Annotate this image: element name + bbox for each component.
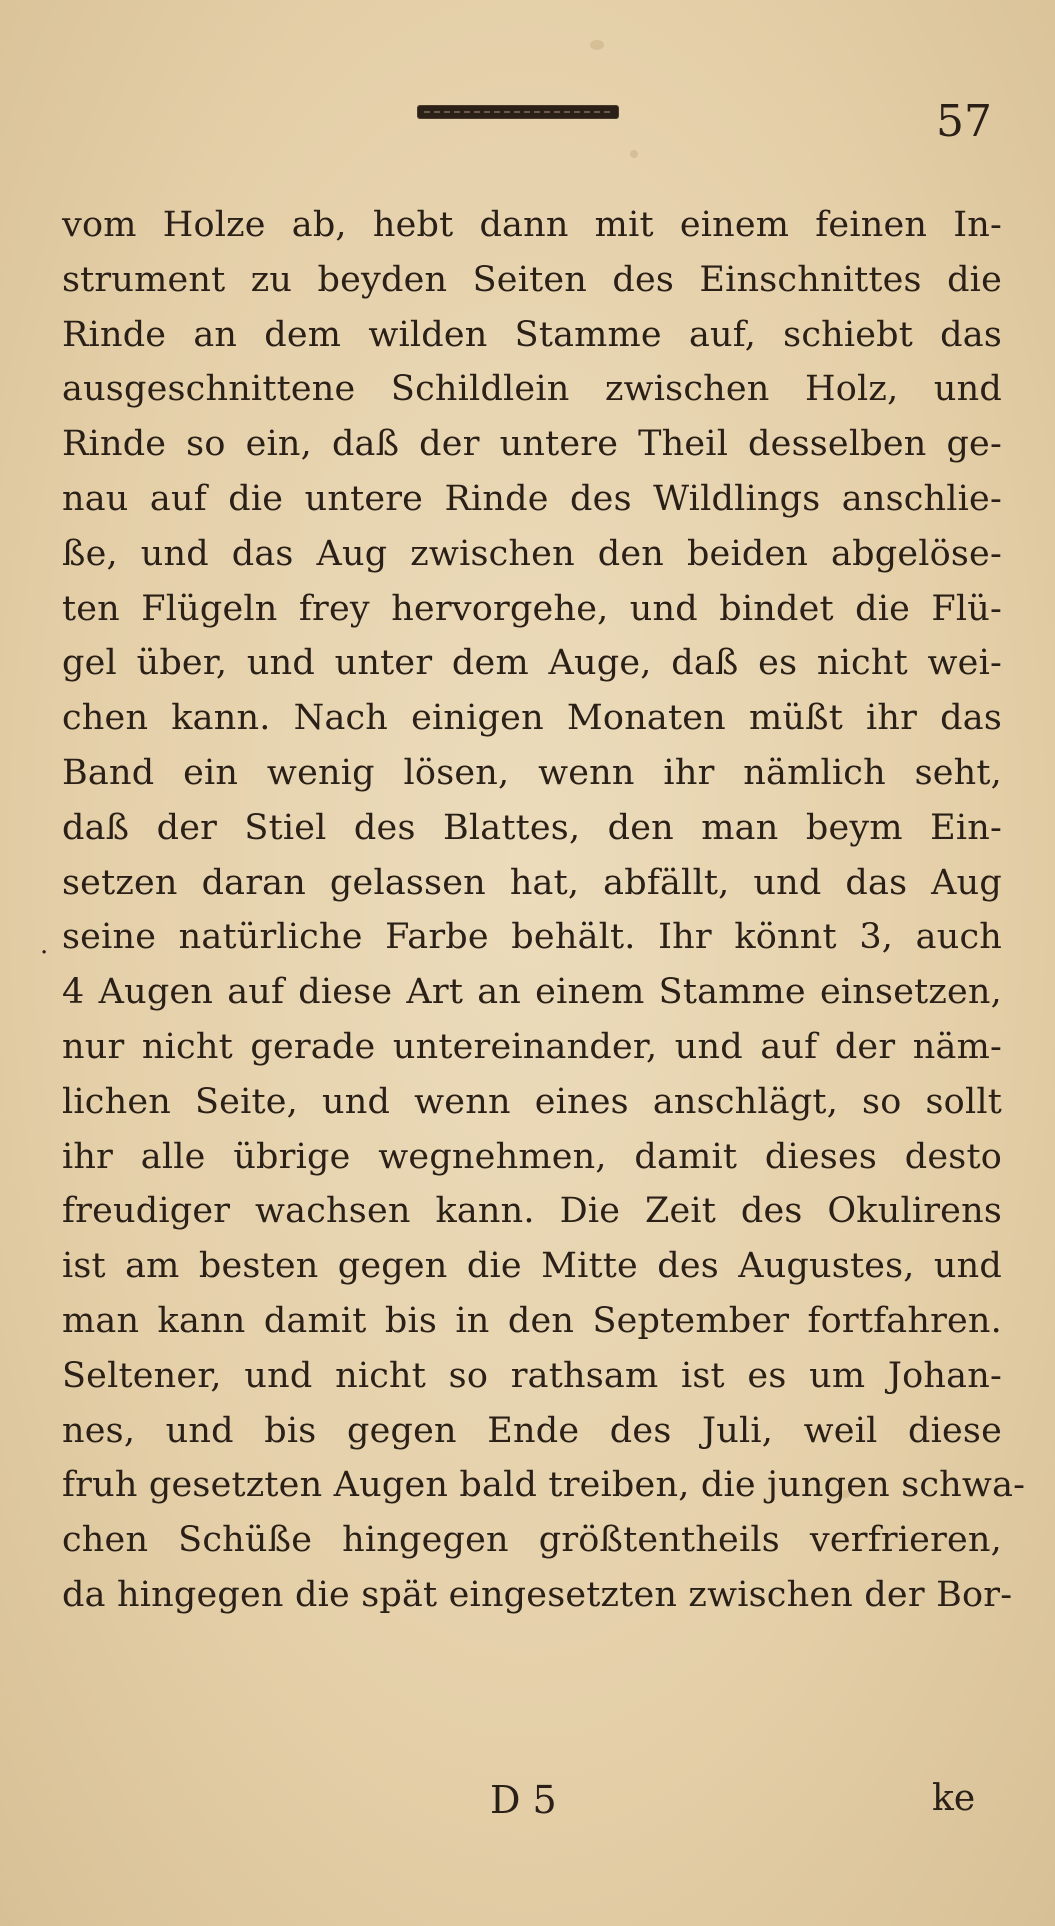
text-line: Seltener, und nicht so rathsam ist es um Johan- bbox=[62, 1355, 1002, 1396]
text-line: ausgeschnittene Schildlein zwischen Holz, und bbox=[62, 369, 1002, 410]
text-line: lichen Seite, und wenn eines anschlägt, so sollt bbox=[62, 1081, 1002, 1122]
text-line: Rinde so ein, daß der untere Theil desselben ge- bbox=[62, 424, 1002, 465]
text-line: nur nicht gerade untereinander, und auf der näm- bbox=[62, 1026, 1002, 1067]
text-line: man kann damit bis in den September fortfahren. bbox=[62, 1300, 1002, 1341]
text-line: ße, und das Aug zwischen den beiden abgelöse- bbox=[62, 533, 1002, 574]
paper-stain bbox=[630, 150, 638, 158]
text-line: nau auf die untere Rinde des Wildlings anschlie- bbox=[62, 478, 1002, 519]
text-line: fruh gesetzten Augen bald treiben, die jungen schwa- bbox=[62, 1465, 1026, 1506]
body-text bbox=[62, 198, 1026, 1623]
header-ornament-rule bbox=[418, 106, 618, 118]
text-line: nes, und bis gegen Ende des Juli, weil diese bbox=[62, 1410, 1002, 1451]
text-line: freudiger wachsen kann. Die Zeit des Okulirens bbox=[62, 1191, 1002, 1232]
text-line: chen Schüße hingegen größtentheils verfrieren, bbox=[62, 1520, 1002, 1561]
text-line: ist am besten gegen die Mitte des Augustes, und bbox=[62, 1246, 1002, 1287]
text-line: 4 Augen auf diese Art an einem Stamme einsetzen, bbox=[62, 972, 1002, 1013]
text-line: gel über, und unter dem Auge, daß es nicht wei- bbox=[62, 643, 1002, 684]
signature-mark: D 5 bbox=[490, 1778, 557, 1822]
margin-mark: · bbox=[40, 938, 49, 968]
text-line: ihr alle übrige wegnehmen, damit dieses desto bbox=[62, 1136, 1002, 1177]
text-line: Rinde an dem wilden Stamme auf, schiebt das bbox=[62, 314, 1002, 355]
text-line: strument zu beyden Seiten des Einschnittes die bbox=[62, 259, 1002, 300]
paper-stain bbox=[590, 40, 604, 50]
page-number: 57 bbox=[936, 96, 992, 147]
text-line: vom Holze ab, hebt dann mit einem feinen In- bbox=[62, 205, 1002, 245]
text-line: chen kann. Nach einigen Monaten müßt ihr das bbox=[62, 698, 1002, 739]
text-line: Band ein wenig lösen, wenn ihr nämlich seht, bbox=[62, 752, 1002, 793]
text-line: seine natürliche Farbe behält. Ihr könnt 3, auch bbox=[62, 917, 1002, 958]
text-line: ten Flügeln frey hervorgehe, und bindet die Flü- bbox=[62, 588, 1002, 629]
text-line: setzen daran gelassen hat, abfällt, und das Aug bbox=[62, 862, 1002, 903]
text-line: da hingegen die spät eingesetzten zwischen der Bor- bbox=[62, 1574, 1013, 1615]
text-line: daß der Stiel des Blattes, den man beym Ein- bbox=[62, 807, 1002, 848]
catchword: ke bbox=[932, 1778, 976, 1819]
